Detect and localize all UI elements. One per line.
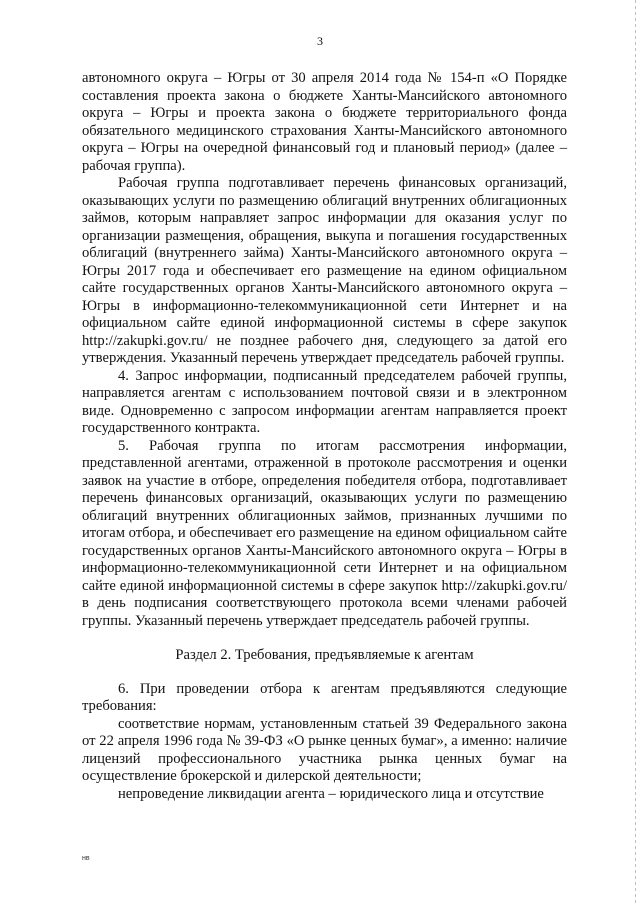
paragraph-requirement-licenses: соответствие нормам, установленным статьей 39 Федерального закона от 22 апреля 1996 года № 39-ФЗ «О рынке ценных бумаг», а именно: наличие лицензий профессионального участника рынка ценных бумаг на осуществление брокерской и дилерской деятельности; [82,715,567,784]
paragraph-requirement-liquidation: непроведение ликвидации агента – юридического лица и отсутствие [118,785,544,802]
paragraph-item-5: 5. Рабочая группа по итогам рассмотрения информации, представленной агентами, отраженной в протоколе рассмотрения и оценки заявок на участие в отборе, определения победителя отбора, подготавливает перечень финансовых организаций, оказывающих услуги по размещению облигаций внутренних облигационных займов, признанных лучшими по итогам отбора, и обеспечивает его размещение на едином официальном сайте государственных органов Ханты-Мансийского автономного округа – Югры в информационно-телекоммуникационной сети Интернет и на официальном сайте единой информационной системы в сфере закупок http://zakupki.gov.ru/ в день подписания соответствующего протокола всеми членами рабочей группы. Указанный перечень утверждает председатель рабочей группы. [82,437,567,629]
paragraph-working-group-list: Рабочая группа подготавливает перечень финансовых организаций, оказывающих услуги по размещению облигаций внутренних облигационных займов, которым направляет запрос информации для оказания услуг по организации размещения, обращения, выкупа и погашения государственных облигаций (внутреннего займа) Ханты-Мансийского автономного округа – Югры 2017 года и обеспечивает его размещение на едином официальном сайте государственных органов Ханты-Мансийского автономного округа – Югры в информационно-телекоммуникационной сети Интернет и на официальном сайте единой информационной системы в сфере закупок http://zakupki.gov.ru/ не позднее рабочего дня, следующего за датой его утверждения. Указанный перечень утверждает председатель рабочей группы. [82,175,567,366]
footer-initials-mark: нв [82,855,90,862]
scan-edge-line [635,0,636,905]
paragraph-item-6: 6. При проведении отбора к агентам предъявляются следующие требования: [82,680,567,714]
section-heading: Раздел 2. Требования, предъявляемые к агентам [175,647,474,663]
document-body [82,70,567,803]
page-number: 3 [317,34,323,48]
paragraph-item-4: 4. Запрос информации, подписанный председателем рабочей группы, направляется агентам с использованием почтовой связи и в электронном виде. Одновременно с запросом информации агентам направляется проект государственного контракта. [82,367,567,436]
paragraph-continuation: автономного округа – Югры от 30 апреля 2014 года № 154-п «О Порядке составления проекта закона о бюджете Ханты-Мансийского автономного округа – Югры и проекта закона о бюджете территориального фонда обязательного медицинского страхования Ханты-Мансийского автономного округа – Югры на очередной финансовый год и плановый период» (далее – рабочая группа). [82,70,567,174]
